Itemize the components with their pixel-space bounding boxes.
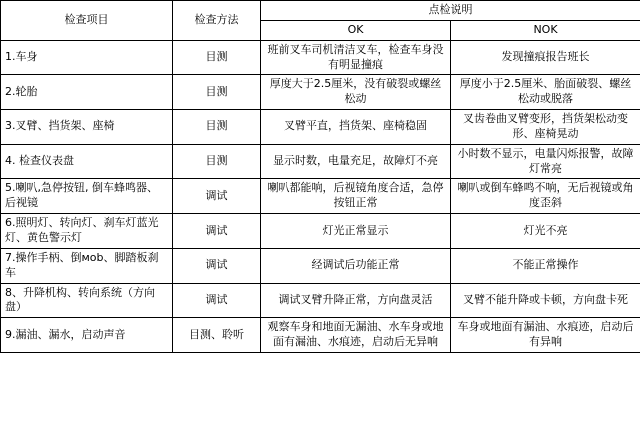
cell-item: 1.车身 <box>1 40 173 75</box>
table-header <box>1 1 640 41</box>
table-row <box>1 318 640 353</box>
cell-nok: 小时数不显示，电量闪烁报警，故障灯常亮 <box>451 144 640 179</box>
table-row <box>1 248 640 283</box>
header-row-top <box>1 1 640 21</box>
table-row <box>1 75 640 110</box>
cell-nok: 发现撞痕报告班长 <box>451 40 640 75</box>
table-row <box>1 214 640 249</box>
table-row <box>1 40 640 75</box>
cell-ok: 调试叉臂升降正常，方向盘灵活 <box>261 283 451 318</box>
header-note: 点检说明 <box>261 1 640 21</box>
cell-nok: 叉臂不能升降或卡顿，方向盘卡死 <box>451 283 640 318</box>
table-row <box>1 110 640 145</box>
cell-ok: 观察车身和地面无漏油、水车身或地面有漏油、水痕迹，启动后无异响 <box>261 318 451 353</box>
cell-method: 调试 <box>173 283 261 318</box>
cell-ok: 灯光正常显示 <box>261 214 451 249</box>
cell-nok: 不能正常操作 <box>451 248 640 283</box>
cell-method: 目测 <box>173 40 261 75</box>
cell-method: 目测 <box>173 110 261 145</box>
header-method: 检查方法 <box>173 1 261 41</box>
cell-item: 7.操作手柄、倒моb、脚踏板刹车 <box>1 248 173 283</box>
cell-item: 6.照明灯、转向灯、刹车灯蓝光灯、黄色警示灯 <box>1 214 173 249</box>
cell-item: 3.叉臂、挡货架、座椅 <box>1 110 173 145</box>
cell-nok: 灯光不亮 <box>451 214 640 249</box>
table-body <box>1 40 640 352</box>
cell-nok: 车身或地面有漏油、水痕迹，启动后有异响 <box>451 318 640 353</box>
cell-ok: 班前叉车司机清洁叉车，检查车身没有明显撞痕 <box>261 40 451 75</box>
cell-method: 目测、聆听 <box>173 318 261 353</box>
cell-ok: 经调试后功能正常 <box>261 248 451 283</box>
cell-method: 调试 <box>173 179 261 214</box>
header-nok: NOK <box>451 20 640 40</box>
cell-item: 2.轮胎 <box>1 75 173 110</box>
table-row <box>1 144 640 179</box>
cell-nok: 喇叭或倒车蜂鸣不响，无后视镜或角度歪斜 <box>451 179 640 214</box>
cell-nok: 厚度小于2.5厘米、胎面破裂、螺丝松动或脱落 <box>451 75 640 110</box>
cell-method: 调试 <box>173 214 261 249</box>
cell-ok: 喇叭都能响，后视镜角度合适，急停按钮正常 <box>261 179 451 214</box>
cell-method: 目测 <box>173 75 261 110</box>
cell-item: 5.喇叭,急停按钮, 倒车蜂鸣器、后视镜 <box>1 179 173 214</box>
cell-item: 9.漏油、漏水，启动声音 <box>1 318 173 353</box>
cell-method: 调试 <box>173 248 261 283</box>
header-ok: OK <box>261 20 451 40</box>
cell-method: 目测 <box>173 144 261 179</box>
cell-ok: 厚度大于2.5厘米，没有破裂或螺丝松动 <box>261 75 451 110</box>
table-row <box>1 179 640 214</box>
cell-ok: 显示时数，电量充足，故障灯不亮 <box>261 144 451 179</box>
cell-ok: 叉臂平直，挡货架、座椅稳固 <box>261 110 451 145</box>
header-item: 检查项目 <box>1 1 173 41</box>
cell-item: 4. 检查仪表盘 <box>1 144 173 179</box>
cell-nok: 叉齿卷曲叉臂变形，挡货架松动变形、座椅晃动 <box>451 110 640 145</box>
table-row <box>1 283 640 318</box>
cell-item: 8、升降机构、转向系统（方向盘） <box>1 283 173 318</box>
